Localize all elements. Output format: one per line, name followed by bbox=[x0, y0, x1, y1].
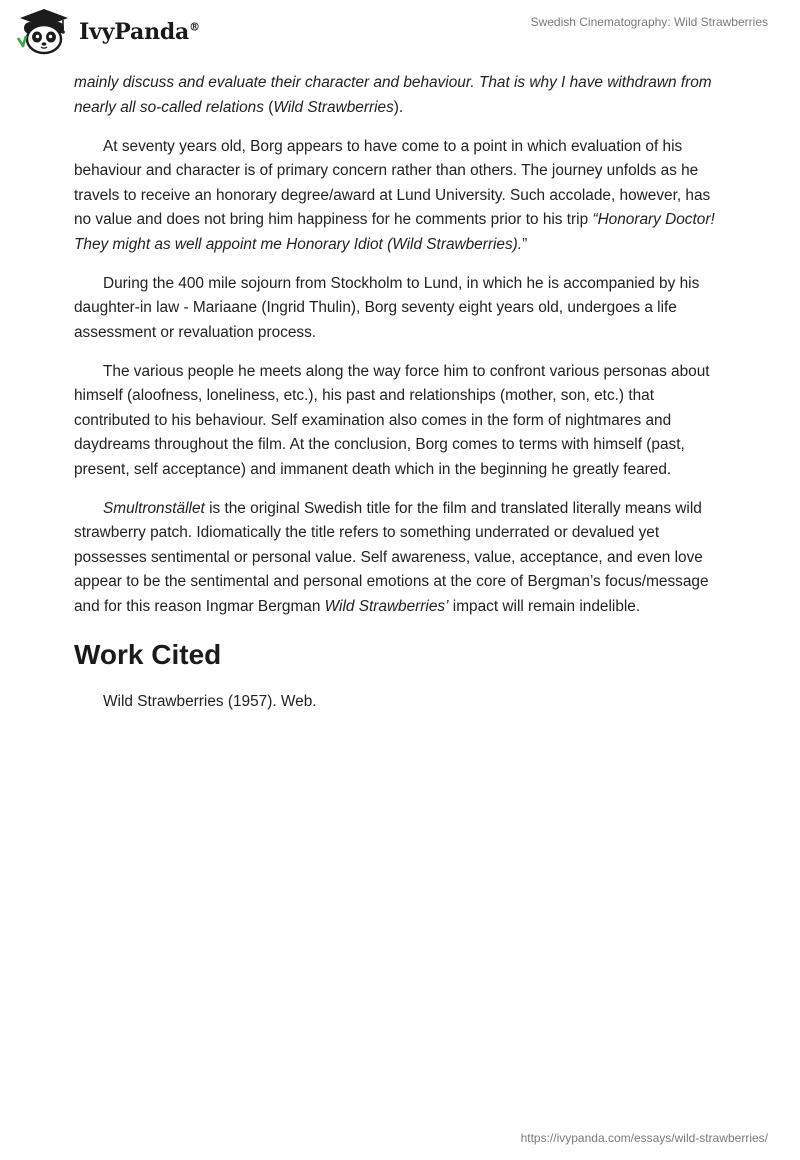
paragraph-2: At seventy years old, Borg appears to have come to a point in which evaluation of his behaviour and character is of primary concern rather than others. The journey unfolds as he travels to receive an honorary degree/award at Lund University. Such accolade, however, has no value and does not bring him happiness for he comments prior to his trip “Honorary Doctor! They might as well appoint me Honorary Idiot (Wild Strawberries).” bbox=[74, 137, 715, 253]
paragraph-5: Smultronstället is the original Swedish title for the film and translated literally means wild strawberry patch. Idiomatically the title refers to something underrated or devalued yet possesses sentimental or personal value. Self awareness, value, acceptance, and even love appear to be the sentimental and personal emotions at the core of Bergman’s focus/message and for this reason Ingmar Bergman Wild Strawberries’ impact will remain indelible. bbox=[74, 499, 709, 615]
ivypanda-logo[interactable] bbox=[15, 8, 200, 56]
source-url[interactable]: https://ivypanda.com/essays/wild-strawberries/ bbox=[520, 1131, 768, 1145]
paragraph-4: The various people he meets along the way force him to confront various personas about himself (aloofness, loneliness, etc.), his past and relationships (mother, son, etc.) that contributed to his behaviour. Self examination also comes in the form of nightmares and daydreams throughout the film. At the conclusion, Borg comes to terms with himself (past, present, self acceptance) and immanent death which in the beginning he greatly feared. bbox=[74, 362, 710, 478]
paragraph-1: mainly discuss and evaluate their character and behaviour. That is why I have withdrawn from nearly all so-called relations (Wild Strawberries). bbox=[74, 74, 712, 116]
page-header bbox=[0, 0, 800, 60]
swedish-title: Smultronstället bbox=[103, 499, 205, 517]
quote-text: “Honorary Doctor! They might as well appoint me Honorary Idiot (Wild Strawberries). bbox=[74, 211, 715, 253]
panda-icon bbox=[15, 8, 73, 56]
paragraph-3: During the 400 mile sojourn from Stockholm to Lund, in which he is accompanied by his daughter-in law - Mariaane (Ingrid Thulin), Borg seventy eight years old, undergoes a life assessment or revaluation process. bbox=[74, 274, 700, 341]
citation-entry: Wild Strawberries (1957). Web. bbox=[103, 693, 317, 710]
essay-body bbox=[74, 71, 726, 729]
film-title: Wild Strawberries’ bbox=[324, 597, 449, 615]
logo-wordmark: IvyPanda® bbox=[79, 19, 200, 45]
film-title: Wild Strawberries bbox=[273, 98, 394, 116]
document-title: Swedish Cinematography: Wild Strawberries bbox=[530, 15, 768, 29]
works-cited-heading: Work Cited bbox=[74, 639, 222, 670]
quote-text: mainly discuss and evaluate their character and behaviour. That is why I have withdrawn from nearly all so-called relations bbox=[74, 74, 712, 116]
